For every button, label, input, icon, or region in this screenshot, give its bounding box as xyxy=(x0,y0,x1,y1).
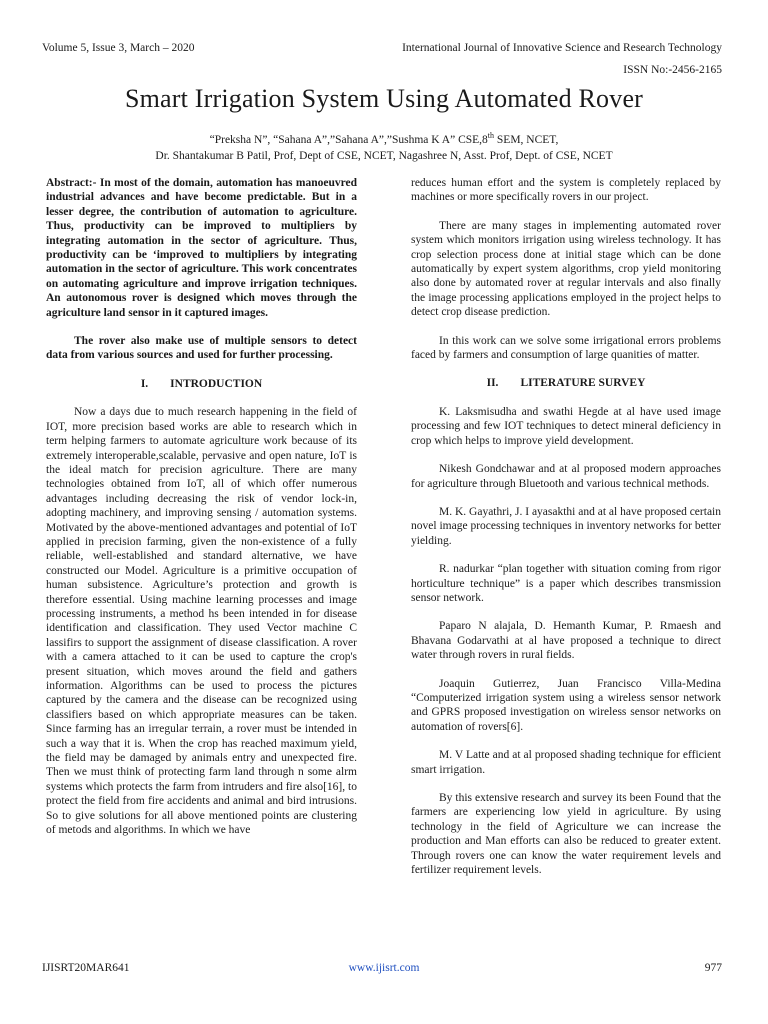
section-number: I. xyxy=(140,377,149,390)
paper-title: Smart Irrigation System Using Automated Rover xyxy=(124,84,644,113)
left-column xyxy=(46,176,357,837)
literature-item: M. V Latte and at al proposed shading technique for efficient smart irrigation. xyxy=(411,749,721,776)
author-line-1-post: SEM, NCET, xyxy=(494,133,559,146)
abstract-paragraph-2: The rover also make use of multiple sensors to detect data from various sources and used for further processing. xyxy=(46,335,357,362)
abstract-paragraph-1: Abstract:- In most of the domain, automation has manoeuvred industrial advances and have become predictable. But in a lesser degree, the contribution of automation to agriculture. Thus, productivity can be improved to multipliers by integrating automation in the sector of agriculture. Thus, productivity can be ‘improved to multipliers by integrating automation in the sector of agriculture. This work concentrates on automating agriculture and improve irrigation techniques. An autonomous rover is designed which moves through the agriculture land sensor in it captured images. xyxy=(46,177,357,319)
section-number: II. xyxy=(486,377,499,390)
literature-item: K. Laksmisudha and swathi Hegde at al have used image processing and few IOT techniques to detect mineral deficiency in crop which helps to improve yield development. xyxy=(411,405,721,447)
paragraph-stages: There are many stages in implementing automated rover system which monitors irrigation using wireless technology. It has crop selection process done at initial stage which can be done automatically by expert system algorithms, crop yield monitoring also done by automated rover at regular intervals and also finally the image processing applications employed in the project helps to detect crop disease prediction. xyxy=(411,219,721,319)
literature-item: Joaquin Gutierrez, Juan Francisco Villa-Medina “Computerized irrigation system using a wireless sensor network and GPRS proposed investigation on wireless sensor networks on automation of rovers[6]. xyxy=(411,677,721,733)
author-line-2: Dr. Shantakumar B Patil, Prof, Dept of CSE, NCET, Nagashree N, Asst. Prof, Dept. of CSE, NCET xyxy=(155,149,613,162)
literature-item: Nikesh Gondchawar and at al proposed modern approaches for agriculture through Bluetooth and various technical methods. xyxy=(411,463,721,490)
page-number: 977 xyxy=(704,962,722,974)
author-line-1 xyxy=(0,128,768,148)
author-block xyxy=(0,128,768,164)
section-title: LITERATURE SURVEY xyxy=(520,377,646,390)
paragraph-problems: In this work can we solve some irrigational errors problems faced by farmers and consumption of large quanities of matter. xyxy=(411,334,721,362)
intro-paragraph: Now a days due to much research happening in the field of IOT, more precision based works are able to research which in term helping farmers to automate agriculture work because of its extremely interoperable,scalable, pervasive and open nature, IoT is the ideal match for precision agriculture. There are many technologies obtained from IoT, all of which offer numerous advantages including decreasing the risk of vendor lock-in, adopting machinery, and improving sensing / automation systems. Motivated by the above-mentioned advantages and potential of IoT applied in precision farming, given the non-existence of a fully reliable, well-established and standard alternative, we have constructed our Model. Agriculture is a primitive occupation of human subsistence. Agriculture’s protection and growth is therefore essential. Using machine learning processes and image processing instruments, a method hs been intended in for disease identification and classification. They used Vector machine C lassifirs to support the assignment of disease classification. A rover with a camera attached to it can be used to capture the crop's present situation, which moves around the field and gathers information. Algorithms can be used to process the pictures captured by the camera and the disease can be recognized using classifiers based on which appropriate measures can be taken. Since farming has an irregular terrain, a rover must be intended in such a way that it is. When the crop has reached maximum yield, the field may be damaged by animals entry and unexpected fire. Then we must think of protecting farm land through n some alrm systems which protects the farm from intruders and fire also[16], to protect the field from fire accidents and animal and bird intrusions. So to give solutions for all above mentioned points are clustering of metods and algorithms. In which we have xyxy=(46,406,357,837)
section-heading-literature xyxy=(411,376,721,390)
paragraph-continued: reduces human effort and the system is completely replaced by machines or more specifically rovers in our project. xyxy=(411,177,721,204)
author-line-1-pre: “Preksha N”, “Sahana A”,”Sahana A”,”Sushma K A” CSE,8 xyxy=(209,133,488,146)
literature-item: M. K. Gayathri, J. I ayasakthi and at al have proposed certain novel image processing techniques in inventory networks for better yielding. xyxy=(411,505,721,547)
literature-item: R. nadurkar “plan together with situation coming from rigor horticulture technique” is a paper which describes transmission sensor network. xyxy=(411,563,721,604)
journal-name: International Journal of Innovative Science and Research Technology xyxy=(402,42,722,54)
abstract xyxy=(46,176,357,363)
section-heading-introduction xyxy=(46,377,357,391)
journal-url-link[interactable]: www.ijisrt.com xyxy=(348,962,420,974)
issn: ISSN No:-2456-2165 xyxy=(623,64,722,76)
literature-summary: By this extensive research and survey its been Found that the farmers are experiencing low yield in agriculture. By using technology in the field of Agriculture we can increase the production and Man efforts can also be reduced to greater extent. Through rovers one can know the water requirement levels and fertilizer requirement levels. xyxy=(411,792,721,877)
right-column xyxy=(411,176,721,877)
paper-id: IJISRT20MAR641 xyxy=(42,962,130,974)
volume-info: Volume 5, Issue 3, March – 2020 xyxy=(42,42,195,54)
literature-item: Paparo N alajala, D. Hemanth Kumar, P. Rmaesh and Bhavana Godarvathi at al have proposed a technique to direct water through rovers in rural fields. xyxy=(411,620,721,662)
author-line-1-sup: th xyxy=(487,131,495,140)
section-title: INTRODUCTION xyxy=(170,377,263,390)
